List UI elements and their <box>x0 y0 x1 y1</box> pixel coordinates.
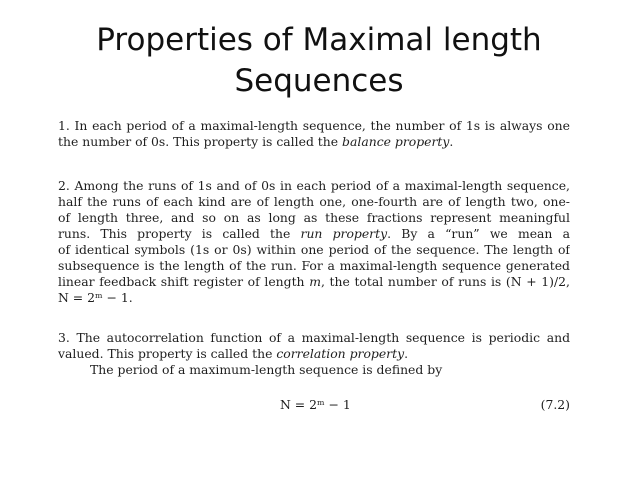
property-2-line-1: 2. Among the runs of 1s and of 0s in each period of a maximal-length sequence, <box>58 178 570 193</box>
period-equation <box>58 396 570 414</box>
property-2-paragraph <box>58 178 570 306</box>
property-2-line-7: linear feedback shift register of length m, the total number of runs is (N + 1)/2, <box>58 274 570 289</box>
period-definition-line: The period of a maximum-length sequence is defined by <box>90 362 443 377</box>
equation-number: (7.2) <box>540 397 570 412</box>
property-2-line-2: half the runs of each kind are of length one, one-fourth are of length two, one- <box>58 194 570 209</box>
property-3-paragraph <box>58 330 570 378</box>
equation-body: N = 2ᵐ − 1 <box>280 397 351 412</box>
property-2-line-3: of length three, and so on as long as these fractions represent meaningful <box>58 210 570 225</box>
slide-title-line-1: Properties of Maximal length <box>96 22 542 58</box>
slide-title-line-2: Sequences <box>234 63 404 99</box>
property-1-line-1: 1. In each period of a maximal-length sequence, the number of 1s is always one <box>58 118 570 133</box>
property-2-line-6: subsequence is the length of the run. For a maximal-length sequence generated <box>58 258 570 273</box>
property-2-line-8: N = 2ᵐ − 1. <box>58 290 133 305</box>
property-2-line-5: of identical symbols (1s or 0s) within one period of the sequence. The length of <box>58 242 570 257</box>
property-1-paragraph <box>58 118 570 150</box>
property-1-line-2: the number of 0s. This property is called the balance property. <box>58 134 454 149</box>
property-2-line-4: runs. This property is called the run property. By a “run” we mean a <box>58 226 570 241</box>
property-3-line-2: valued. This property is called the correlation property. <box>58 346 409 361</box>
property-3-line-1: 3. The autocorrelation function of a maximal-length sequence is periodic and <box>58 330 570 345</box>
